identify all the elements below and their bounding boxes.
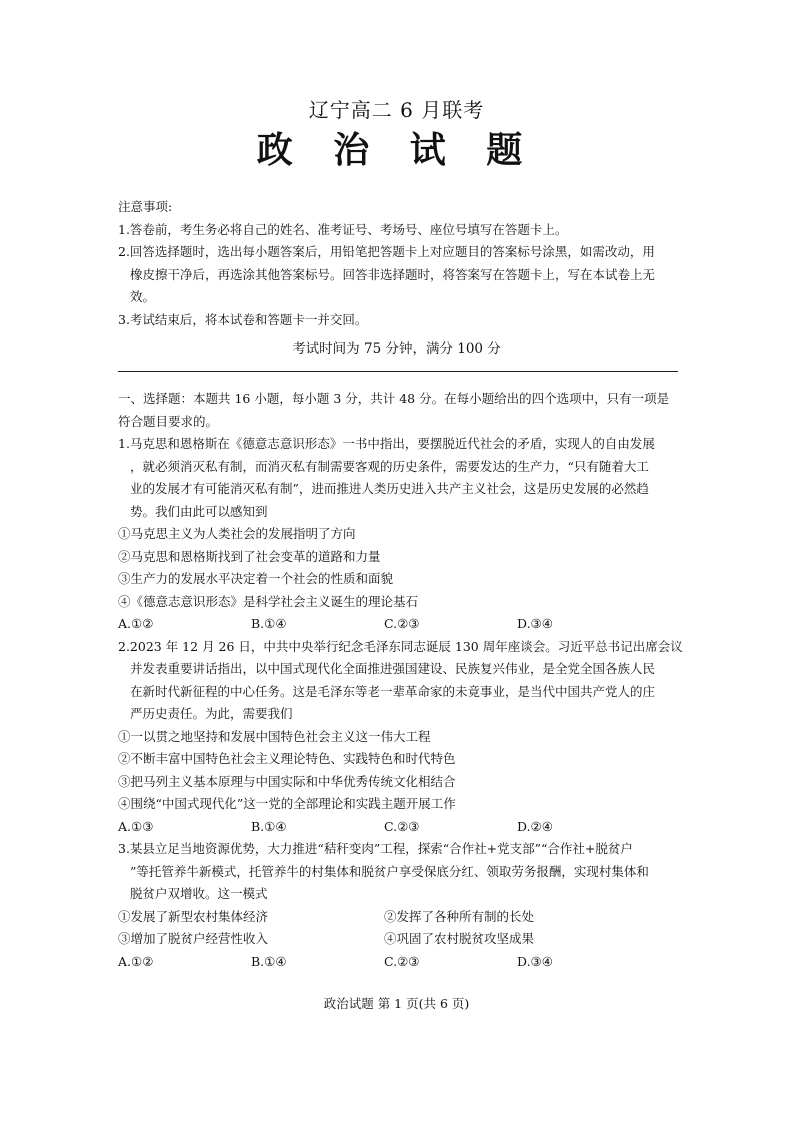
exam-subtitle: 辽宁高二 6 月联考: [308, 98, 485, 122]
question-3: [118, 838, 678, 973]
question-stem: 并发表重要讲话指出，以中国式现代化全面推进强国建设、民族复兴伟业，是全党全国各族人民: [130, 661, 656, 676]
questions-section: [118, 388, 683, 973]
option-b: B.①④: [251, 818, 287, 834]
note-item: 1.答卷前，考生务必将自己的姓名、准考证号、考场号、座位号填写在答题卡上。: [118, 221, 568, 237]
answer-options: [118, 816, 678, 839]
statement: ③把马列主义基本原理与中国实际和中华优秀传统文化相结合: [118, 773, 456, 789]
statement: ①发展了新型农村集体经济: [118, 908, 269, 924]
question-stem: ”等托管养牛新模式，托管养牛的村集体和脱贫户享受保底分红、领取劳务报酬，实现村集体和: [130, 863, 649, 879]
option-a: A.①②: [118, 953, 154, 969]
option-b: B.①④: [251, 953, 287, 969]
note-item: 3.考试结束后，将本试卷和答题卡一并交回。: [118, 311, 368, 327]
option-c: C.②③: [384, 953, 420, 969]
answer-options: [118, 951, 678, 974]
option-a: A.①③: [118, 818, 154, 834]
question-stem: 严历史责任。为此，需要我们: [130, 706, 293, 721]
section-intro: 符合题目要求的。: [118, 413, 219, 429]
option-c: C.②③: [384, 616, 420, 631]
statement: ②发挥了各种所有制的长处: [384, 908, 535, 924]
divider-rule: [118, 371, 678, 372]
question-stem: 2.2023 年 12 月 26 日，中共中央举行纪念毛泽东同志诞辰 130 周年座谈会。习近平总书记出席会议: [118, 638, 683, 654]
note-item: 2.回答选择题时，选出每小题答案后，用铅笔把答题卡上对应题目的答案标号涂黑，如需改动，用: [118, 244, 655, 259]
statement: ③生产力的发展水平决定着一个社会的性质和面貌: [118, 571, 394, 586]
option-d: D.②④: [517, 818, 553, 834]
answer-options: [118, 613, 678, 636]
statement: ②不断丰富中国特色社会主义理论特色、实践特色和时代特色: [118, 751, 456, 766]
question-1: [118, 433, 678, 636]
statement: ③增加了脱贫户经营性收入: [118, 931, 269, 946]
question-stem: 在新时代新征程的中心任务。这是毛泽东等老一辈革命家的未竟事业，是当代中国共产党人的庄: [130, 683, 656, 699]
exam-title: 政 治 试 题: [256, 129, 537, 171]
question-2: [118, 636, 683, 839]
question-stem: 3.某县立足当地资源优势，大力推进“秸秆变肉”工程，探索“合作社+党支部”“合作社+脱贫户: [118, 841, 633, 856]
statement: ②马克思和恩格斯找到了社会变革的道路和力量: [118, 548, 381, 564]
statement: ④巩固了农村脱贫攻坚成果: [384, 931, 535, 946]
option-d: D.③④: [517, 953, 553, 969]
question-stem: 1.马克思和恩格斯在《德意志意识形态》一书中指出，要摆脱近代社会的矛盾，实现人的自由发展: [118, 436, 655, 451]
section-intro: 一、选择题：本题共 16 小题，每小题 3 分，共计 48 分。在每小题给出的四个选项中，只有一项是: [118, 391, 670, 406]
notes-section: [118, 196, 678, 331]
statement: ④《德意志意识形态》是科学社会主义诞生的理论基石: [118, 593, 419, 609]
exam-time-info: 考试时间为 75 分钟，满分 100 分: [292, 341, 501, 357]
page-footer: 政治试题 第 1 页(共 6 页): [323, 996, 470, 1011]
option-b: B.①④: [251, 616, 287, 631]
statement-row: [118, 906, 678, 929]
note-item-continued: 效。: [130, 289, 156, 304]
question-stem: 势。我们由此可以感知到: [130, 503, 268, 519]
question-stem: 脱贫户双增收。这一模式: [130, 886, 268, 901]
question-stem: ，就必须消灭私有制，而消灭私有制需要客观的历史条件，需要发达的生产力，“只有随着大工: [130, 458, 649, 474]
question-stem: 业的发展才有可能消灭私有制”，进而推进人类历史进入共产主义社会，这是历史发展的必然趋: [130, 481, 649, 496]
statement: ④围绕“中国式现代化”这一党的全部理论和实践主题开展工作: [118, 796, 456, 811]
option-a: A.①②: [118, 616, 154, 631]
statement-row: [118, 928, 678, 951]
option-c: C.②③: [384, 818, 420, 834]
statement: ①一以贯之地坚持和发展中国特色社会主义这一伟大工程: [118, 728, 431, 744]
notes-heading: 注意事项:: [118, 199, 173, 214]
option-d: D.③④: [517, 616, 553, 631]
statement: ①马克思主义为人类社会的发展指明了方向: [118, 526, 356, 541]
note-item-continued: 橡皮擦干净后，再选涂其他答案标号。回答非选择题时，将答案写在答题卡上，写在本试卷上无: [130, 266, 656, 282]
